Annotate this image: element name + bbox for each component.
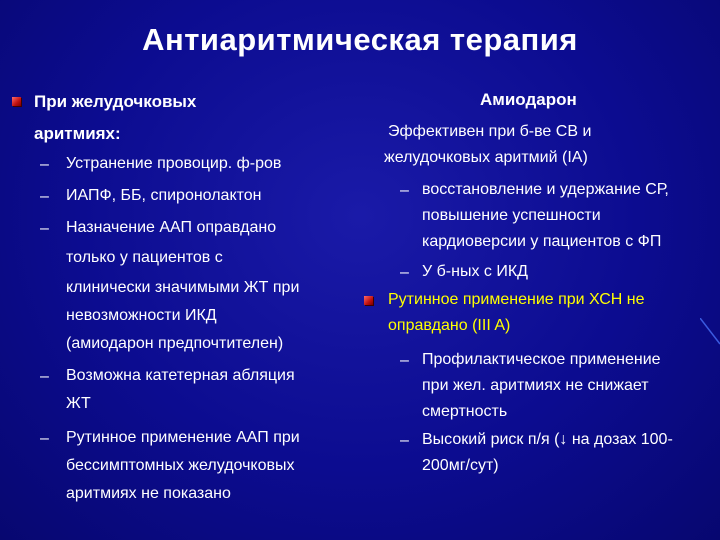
dash-bullet-icon: –: [40, 368, 49, 385]
right-sub1-line2: повышение успешности: [422, 207, 601, 224]
right-intro-line2: желудочковых аритмий (IA): [384, 149, 588, 166]
right-sub1-line3: кардиоверсии у пациентов с ФП: [422, 233, 662, 250]
left-item-3-line2: только у пациентов с: [66, 249, 223, 266]
right-sub4-line2: 200мг/сут): [422, 457, 499, 474]
square-bullet-icon: [12, 97, 21, 106]
left-item-4-line1: Возможна катетерная абляция: [66, 367, 295, 384]
right-heading: Амиодарон: [480, 90, 577, 109]
left-item-3-line3: клинически значимыми ЖТ при: [66, 279, 300, 296]
right-sub4-line1: Высокий риск п/я (↓ на дозах 100-: [422, 431, 673, 448]
left-item-1: Устранение провоцир. ф-ров: [66, 155, 282, 172]
dash-bullet-icon: –: [400, 352, 409, 369]
right-sub3-line1: Профилактическое применение: [422, 351, 661, 368]
dash-bullet-icon: –: [40, 220, 49, 237]
left-item-5-line2: бессимптомных желудочковых: [66, 457, 295, 474]
left-item-3-line5: (амиодарон предпочтителен): [66, 335, 284, 352]
square-bullet-icon: [364, 296, 373, 305]
dash-bullet-icon: –: [400, 182, 409, 199]
right-bullet-line1: Рутинное применение при ХСН не: [388, 291, 645, 308]
right-sub1-line1: восстановление и удержание СР,: [422, 181, 669, 198]
right-bullet-line2: оправдано (III A): [388, 317, 511, 334]
dash-bullet-icon: –: [40, 430, 49, 447]
left-heading-line2: аритмиях:: [34, 124, 121, 143]
slide-title: Антиаритмическая терапия: [142, 22, 578, 57]
dash-bullet-icon: –: [400, 264, 409, 281]
dash-bullet-icon: –: [400, 432, 409, 449]
left-item-3-line4: невозможности ИКД: [66, 307, 217, 324]
left-item-3-line1: Назначение ААП оправдано: [66, 219, 277, 236]
dash-bullet-icon: –: [40, 188, 49, 205]
left-heading-line1: При желудочковых: [34, 92, 197, 111]
left-item-5-line3: аритмиях не показано: [66, 485, 231, 502]
right-intro-line1: Эффективен при б-ве СВ и: [388, 123, 592, 140]
right-sub3-line3: смертность: [422, 403, 508, 420]
decorative-line-icon: [700, 318, 720, 348]
left-item-5-line1: Рутинное применение ААП при: [66, 429, 300, 446]
right-sub2-line1: У б-ных с ИКД: [422, 263, 528, 280]
right-sub3-line2: при жел. аритмиях не снижает: [422, 377, 649, 394]
dash-bullet-icon: –: [40, 156, 49, 173]
left-item-2: ИАПФ, ББ, спиронолактон: [66, 187, 262, 204]
left-item-4-line2: ЖТ: [66, 395, 91, 412]
